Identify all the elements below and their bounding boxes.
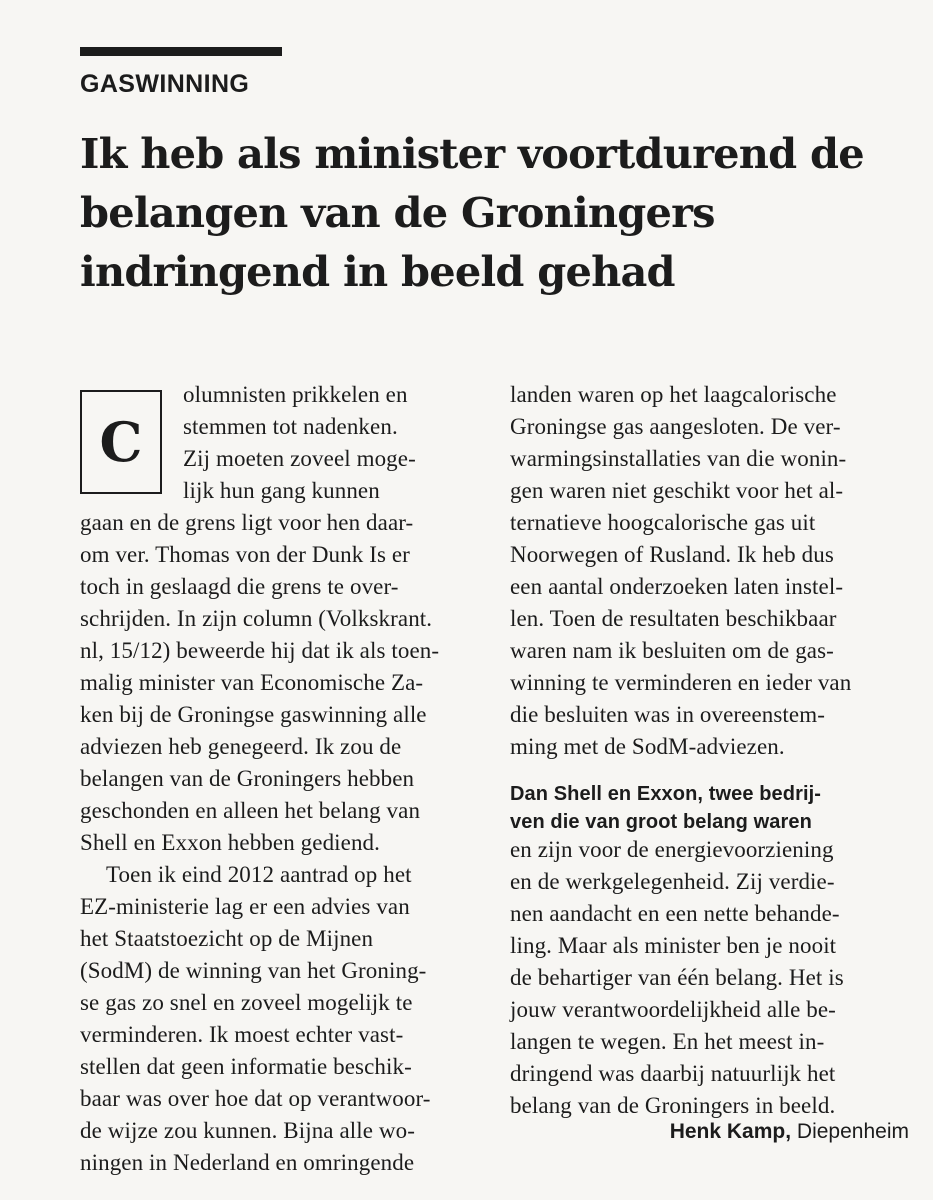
text-line: se gas zo snel en zoveel mogelijk te (80, 990, 413, 1015)
headline: Ik heb als minister voortdurend de belangen van de Groningers indringend in beeld gehad (80, 129, 864, 296)
text-line: Groningse gas aangesloten. De ver- (510, 414, 841, 439)
text-line: (SodM) de winning van het Groning- (80, 958, 427, 983)
text-line: baar was over hoe dat op verantwoor- (80, 1086, 431, 1111)
text-line: lijk hun gang kunnen (183, 478, 380, 503)
text-line: en zijn voor de energievoorziening (510, 837, 834, 862)
text-line: malig minister van Economische Za- (80, 670, 424, 695)
text-line: belang van de Groningers in beeld. (510, 1093, 836, 1118)
text-line: en de werkgelegenheid. Zij verdie- (510, 869, 835, 894)
text-line: die besluiten was in overeenstem- (510, 702, 825, 727)
text-line: Zij moeten zoveel moge- (183, 446, 416, 471)
text-line: de wijze zou kunnen. Bijna alle wo- (80, 1118, 415, 1143)
text-line: langen te wegen. En het meest in- (510, 1029, 825, 1054)
text-line: schrijden. In zijn column (Volkskrant. (80, 606, 433, 631)
text-line: gaan en de grens ligt voor hen daar- (80, 510, 414, 535)
text-line: Shell en Exxon hebben gediend. (80, 830, 381, 855)
byline-author: Henk Kamp, (669, 1120, 792, 1143)
subhead-line: Dan Shell en Exxon, twee bedrij- (510, 783, 822, 805)
text-line: de behartiger van één belang. Het is (510, 965, 844, 990)
text-line: waren nam ik besluiten om de gas- (510, 638, 834, 663)
text-line: stellen dat geen informatie beschik- (80, 1054, 412, 1079)
text-line: een aantal onderzoeken laten instel- (510, 574, 844, 599)
text-line: nen aandacht en een nette behande- (510, 901, 840, 926)
text-line: Toen ik eind 2012 aantrad op het (106, 862, 412, 887)
text-line: ling. Maar als minister ben je nooit (510, 933, 837, 958)
text-line: jouw verantwoordelijkheid alle be- (510, 997, 836, 1022)
text-line: geschonden en alleen het belang van (80, 798, 421, 823)
text-line: warmingsinstallaties van die wonin- (510, 446, 847, 471)
text-line: adviezen heb genegeerd. Ik zou de (80, 734, 402, 759)
text-line: ming met de SodM-adviezen. (510, 734, 785, 759)
text-line: belangen van de Groningers hebben (80, 766, 415, 791)
text-line: ningen in Nederland en omringende (80, 1150, 415, 1175)
text-line: len. Toen de resultaten beschikbaar (510, 606, 837, 631)
text-line: EZ-ministerie lag er een advies van (80, 894, 410, 919)
text-line: Noorwegen of Rusland. Ik heb dus (510, 542, 834, 567)
text-line: om ver. Thomas von der Dunk Is er (80, 542, 410, 567)
text-line: toch in geslaagd die grens te over- (80, 574, 399, 599)
text-line: stemmen tot nadenken. (183, 414, 398, 439)
text-line: ternatieve hoogcalorische gas uit (510, 510, 816, 535)
text-line: ken bij de Groningse gaswinning alle (80, 702, 427, 727)
text-line: verminderen. Ik moest echter vast- (80, 1022, 404, 1047)
text-line: het Staatstoezicht op de Mijnen (80, 926, 374, 951)
section-label: GASWINNING (80, 70, 250, 98)
byline-place: Diepenheim (796, 1120, 909, 1143)
text-line: dringend was daarbij natuurlijk het (510, 1061, 836, 1086)
text-line: olumnisten prikkelen en (183, 382, 408, 407)
byline (670, 1120, 909, 1144)
text-line: winning te verminderen en ieder van (510, 670, 852, 695)
text-line: nl, 15/12) beweerde hij dat ik als toen- (80, 638, 440, 663)
section-rule (80, 47, 282, 56)
text-line: landen waren op het laagcalorische (510, 382, 837, 407)
dropcap: C (80, 390, 162, 494)
subhead-line: ven die van groot belang waren (510, 811, 812, 833)
text-line: gen waren niet geschikt voor het al- (510, 478, 844, 503)
